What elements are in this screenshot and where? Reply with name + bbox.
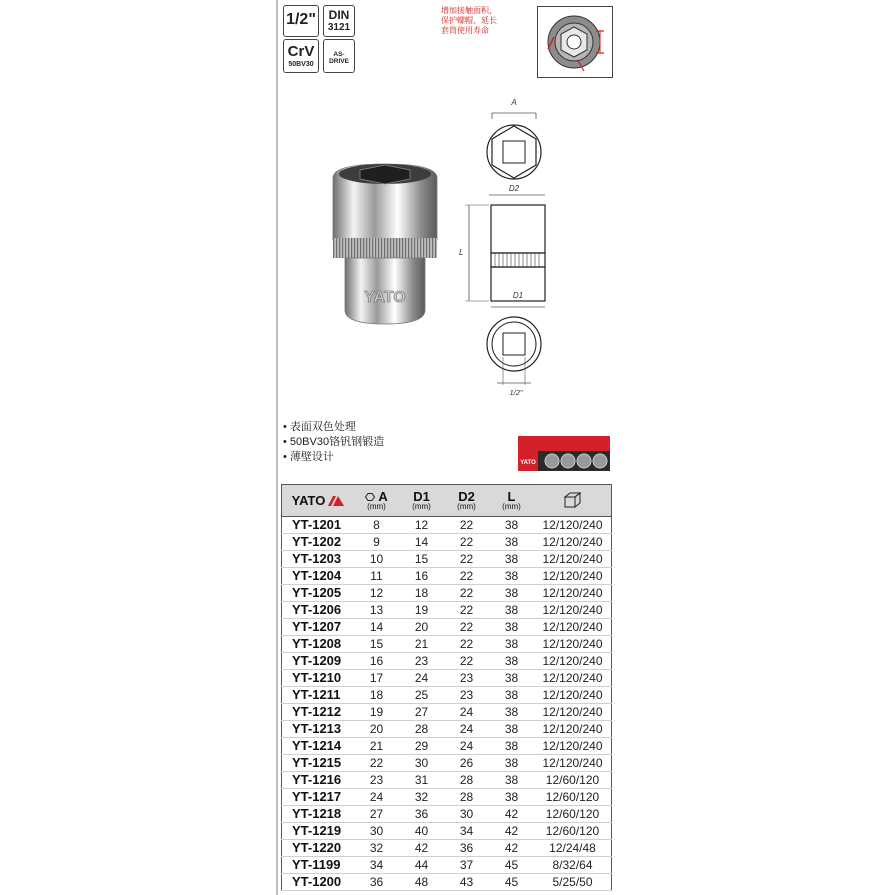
table-row: [282, 772, 612, 789]
cell-l: 45: [504, 858, 519, 872]
cell-a: 19: [369, 705, 384, 719]
socket-engraving: YATO: [364, 289, 406, 306]
feature-list: [283, 420, 384, 465]
cell-pack: 12/120/240: [542, 552, 603, 566]
din-label: DIN: [328, 8, 350, 22]
cell-code: YT-1218: [292, 806, 342, 821]
cell-l: 38: [504, 722, 519, 736]
as-drive-inset: [537, 6, 613, 78]
cell-a: 24: [369, 790, 384, 804]
cell-code: YT-1204: [292, 568, 342, 583]
table-row: [282, 857, 612, 874]
cell-a: 22: [369, 756, 384, 770]
cell-pack: 5/25/50: [552, 875, 593, 889]
cell-pack: 12/120/240: [542, 518, 603, 532]
table-row: [282, 653, 612, 670]
table-row: [282, 636, 612, 653]
cell-a: 21: [369, 739, 384, 753]
cell-d2: 28: [459, 790, 474, 804]
cell-d1: 23: [414, 654, 429, 668]
cell-l: 38: [504, 603, 519, 617]
feature-item: • 薄壁设计: [283, 450, 384, 465]
cell-l: 38: [504, 552, 519, 566]
cell-d1: 27: [414, 705, 429, 719]
page-divider: [276, 0, 278, 895]
package-tray-icon: [516, 436, 612, 472]
table-row: [282, 517, 612, 534]
table-row: [282, 738, 612, 755]
cell-a: 12: [369, 586, 384, 600]
dim-label-l: L: [459, 248, 464, 257]
cell-a: 14: [369, 620, 384, 634]
drive-size: 1/2": [286, 11, 316, 28]
cell-pack: 12/120/240: [542, 654, 603, 668]
cell-d2: 43: [459, 875, 474, 889]
cell-pack: 12/120/240: [542, 620, 603, 634]
table-row: [282, 619, 612, 636]
table-row: [282, 534, 612, 551]
cell-d2: 30: [459, 807, 474, 821]
cell-code: YT-1202: [292, 534, 342, 549]
cell-d2: 36: [459, 841, 474, 855]
cell-pack: 12/120/240: [542, 586, 603, 600]
cell-d2: 26: [459, 756, 474, 770]
cell-d2: 22: [459, 586, 474, 600]
table-row: [282, 755, 612, 772]
cell-d1: 44: [414, 858, 429, 872]
col-d1-label: D1: [413, 488, 430, 504]
cell-d1: 48: [414, 875, 429, 889]
cell-d2: 22: [459, 569, 474, 583]
cell-code: YT-1207: [292, 619, 342, 634]
cell-d2: 23: [459, 671, 474, 685]
cell-l: 45: [504, 875, 519, 889]
cell-a: 8: [373, 518, 380, 532]
cell-d1: 29: [414, 739, 429, 753]
cell-code: YT-1219: [292, 823, 342, 838]
brand-name: YATO: [291, 493, 326, 508]
cell-d1: 31: [414, 773, 429, 787]
din-number: 3121: [327, 22, 351, 33]
cell-d1: 20: [414, 620, 429, 634]
cell-d2: 24: [459, 722, 474, 736]
table-row: [282, 687, 612, 704]
material-name: CrV: [287, 43, 315, 60]
cell-l: 38: [504, 518, 519, 532]
table-row: [282, 670, 612, 687]
package-brand: YATO: [520, 460, 536, 466]
col-a-unit: (mm): [367, 501, 386, 511]
cell-l: 38: [504, 620, 519, 634]
cell-code: YT-1211: [292, 687, 341, 702]
cell-d1: 15: [414, 552, 429, 566]
cell-a: 10: [369, 552, 384, 566]
cell-d2: 24: [459, 739, 474, 753]
package-box-icon: [563, 492, 583, 508]
cell-d1: 21: [414, 637, 429, 651]
feature-item: • 50BV30铬钒钢锻造: [283, 435, 384, 450]
table-row: [282, 789, 612, 806]
material-grade: 50BV30: [288, 61, 314, 68]
technical-drawings: [455, 95, 565, 405]
cell-code: YT-1213: [292, 721, 342, 736]
table-row: [282, 551, 612, 568]
cell-d2: 22: [459, 654, 474, 668]
cell-l: 38: [504, 756, 519, 770]
cell-d1: 42: [414, 841, 429, 855]
cell-pack: 12/120/240: [542, 756, 603, 770]
cell-l: 38: [504, 535, 519, 549]
cell-pack: 12/120/240: [542, 535, 603, 549]
cell-d1: 30: [414, 756, 429, 770]
cell-code: YT-1206: [292, 602, 342, 617]
cell-l: 38: [504, 790, 519, 804]
note-line: 套筒使用寿命: [441, 26, 489, 35]
cell-code: YT-1199: [292, 857, 341, 872]
cell-a: 17: [369, 671, 384, 685]
drive-size-badge: [283, 5, 319, 37]
col-a-header: [354, 485, 399, 517]
dimension-drawing-icon: [455, 95, 565, 400]
cell-a: 23: [369, 773, 384, 787]
cell-a: 30: [369, 824, 384, 838]
cell-code: YT-1208: [292, 636, 342, 651]
col-d2-unit: (mm): [457, 501, 476, 511]
dim-label-d2: D2: [508, 184, 520, 193]
cell-pack: 12/60/120: [545, 790, 600, 804]
brand-header: [282, 485, 355, 517]
as-drive-badge: [323, 39, 355, 73]
note-line: 保护螺帽、延长: [441, 16, 497, 25]
cell-code: YT-1203: [292, 551, 342, 566]
cell-a: 16: [369, 654, 384, 668]
table-row: [282, 823, 612, 840]
cell-d1: 32: [414, 790, 429, 804]
cell-l: 38: [504, 739, 519, 753]
yato-chevron-icon: [328, 496, 344, 506]
feature-item: • 表面双色处理: [283, 420, 384, 435]
cell-d1: 36: [414, 807, 429, 821]
col-l-label: L: [507, 488, 516, 504]
material-badge: [283, 39, 319, 73]
cell-d2: 24: [459, 705, 474, 719]
cell-d1: 24: [414, 671, 429, 685]
cell-d1: 40: [414, 824, 429, 838]
cell-code: YT-1201: [292, 517, 342, 532]
cell-pack: 12/120/240: [542, 739, 603, 753]
dim-label-a: A: [511, 98, 517, 107]
cell-a: 34: [369, 858, 384, 872]
chrome-socket-icon: [330, 158, 440, 328]
cell-d1: 25: [414, 688, 429, 702]
col-l-unit: (mm): [502, 501, 521, 511]
as-drive-diagram-icon: [538, 7, 612, 77]
col-d2-label: D2: [458, 488, 475, 504]
socket-image: [330, 158, 440, 333]
cell-code: YT-1214: [292, 738, 342, 753]
col-l-header: [489, 485, 534, 517]
cell-d2: 37: [459, 858, 474, 872]
cell-code: YT-1209: [292, 653, 342, 668]
cell-code: YT-1217: [292, 789, 342, 804]
cell-d2: 22: [459, 620, 474, 634]
packaging-image: [516, 436, 612, 477]
cell-l: 38: [504, 586, 519, 600]
cell-d2: 22: [459, 552, 474, 566]
cell-l: 38: [504, 654, 519, 668]
cell-code: YT-1200: [292, 874, 342, 889]
cell-pack: 12/120/240: [542, 722, 603, 736]
din-badge: [323, 5, 355, 37]
table-row: [282, 568, 612, 585]
cell-d1: 18: [414, 586, 429, 600]
spec-table: [281, 484, 612, 891]
table-row: [282, 585, 612, 602]
cell-d2: 22: [459, 518, 474, 532]
cell-l: 38: [504, 773, 519, 787]
cell-l: 42: [504, 824, 519, 838]
cell-a: 18: [369, 688, 384, 702]
table-row: [282, 602, 612, 619]
cell-code: YT-1212: [292, 704, 342, 719]
col-d1-unit: (mm): [412, 501, 431, 511]
cell-l: 38: [504, 705, 519, 719]
hexagon-outline-icon: [365, 493, 375, 501]
cell-l: 42: [504, 841, 519, 855]
cell-a: 9: [373, 535, 380, 549]
table-row: [282, 806, 612, 823]
col-d1-header: [399, 485, 444, 517]
cell-d1: 19: [414, 603, 429, 617]
table-row: [282, 874, 612, 891]
as-drive-label: AS-DRIVE: [329, 51, 349, 65]
dim-label-drive: 1/2": [509, 388, 523, 397]
cell-l: 38: [504, 688, 519, 702]
cell-pack: 12/60/120: [545, 824, 600, 838]
cell-a: 32: [369, 841, 384, 855]
cell-l: 38: [504, 671, 519, 685]
cell-a: 13: [369, 603, 384, 617]
dim-label-d1: D1: [512, 291, 524, 300]
cell-pack: 12/120/240: [542, 603, 603, 617]
cell-code: YT-1215: [292, 755, 342, 770]
contact-area-note: [441, 6, 531, 36]
cell-a: 20: [369, 722, 384, 736]
cell-pack: 12/60/120: [545, 807, 600, 821]
cell-d1: 28: [414, 722, 429, 736]
cell-l: 42: [504, 807, 519, 821]
cell-d2: 23: [459, 688, 474, 702]
cell-d2: 22: [459, 637, 474, 651]
cell-l: 38: [504, 637, 519, 651]
cell-d1: 12: [414, 518, 429, 532]
cell-code: YT-1220: [292, 840, 342, 855]
table-row: [282, 704, 612, 721]
cell-code: YT-1205: [292, 585, 342, 600]
cell-l: 38: [504, 569, 519, 583]
cell-pack: 12/120/240: [542, 671, 603, 685]
cell-d1: 16: [414, 569, 429, 583]
note-line: 增加接触面积，: [441, 6, 497, 15]
cell-pack: 12/60/120: [545, 773, 600, 787]
cell-d2: 28: [459, 773, 474, 787]
cell-d2: 22: [459, 603, 474, 617]
cell-d2: 22: [459, 535, 474, 549]
cell-code: YT-1216: [292, 772, 342, 787]
cell-d2: 34: [459, 824, 474, 838]
col-d2-header: [444, 485, 489, 517]
cell-code: YT-1210: [292, 670, 342, 685]
table-header-row: [282, 485, 612, 517]
cell-a: 36: [369, 875, 384, 889]
cell-a: 11: [370, 569, 383, 583]
table-row: [282, 721, 612, 738]
cell-pack: 12/24/48: [549, 841, 596, 855]
cell-pack: 12/120/240: [542, 688, 603, 702]
cell-a: 15: [369, 637, 384, 651]
col-a-label: A: [378, 488, 388, 504]
col-pack-header: [534, 485, 612, 517]
cell-pack: 12/120/240: [542, 637, 603, 651]
cell-a: 27: [369, 807, 384, 821]
cell-pack: 8/32/64: [552, 858, 593, 872]
cell-pack: 12/120/240: [542, 705, 603, 719]
table-row: [282, 840, 612, 857]
cell-pack: 12/120/240: [542, 569, 603, 583]
cell-d1: 14: [414, 535, 429, 549]
spec-table-body: [282, 517, 612, 891]
